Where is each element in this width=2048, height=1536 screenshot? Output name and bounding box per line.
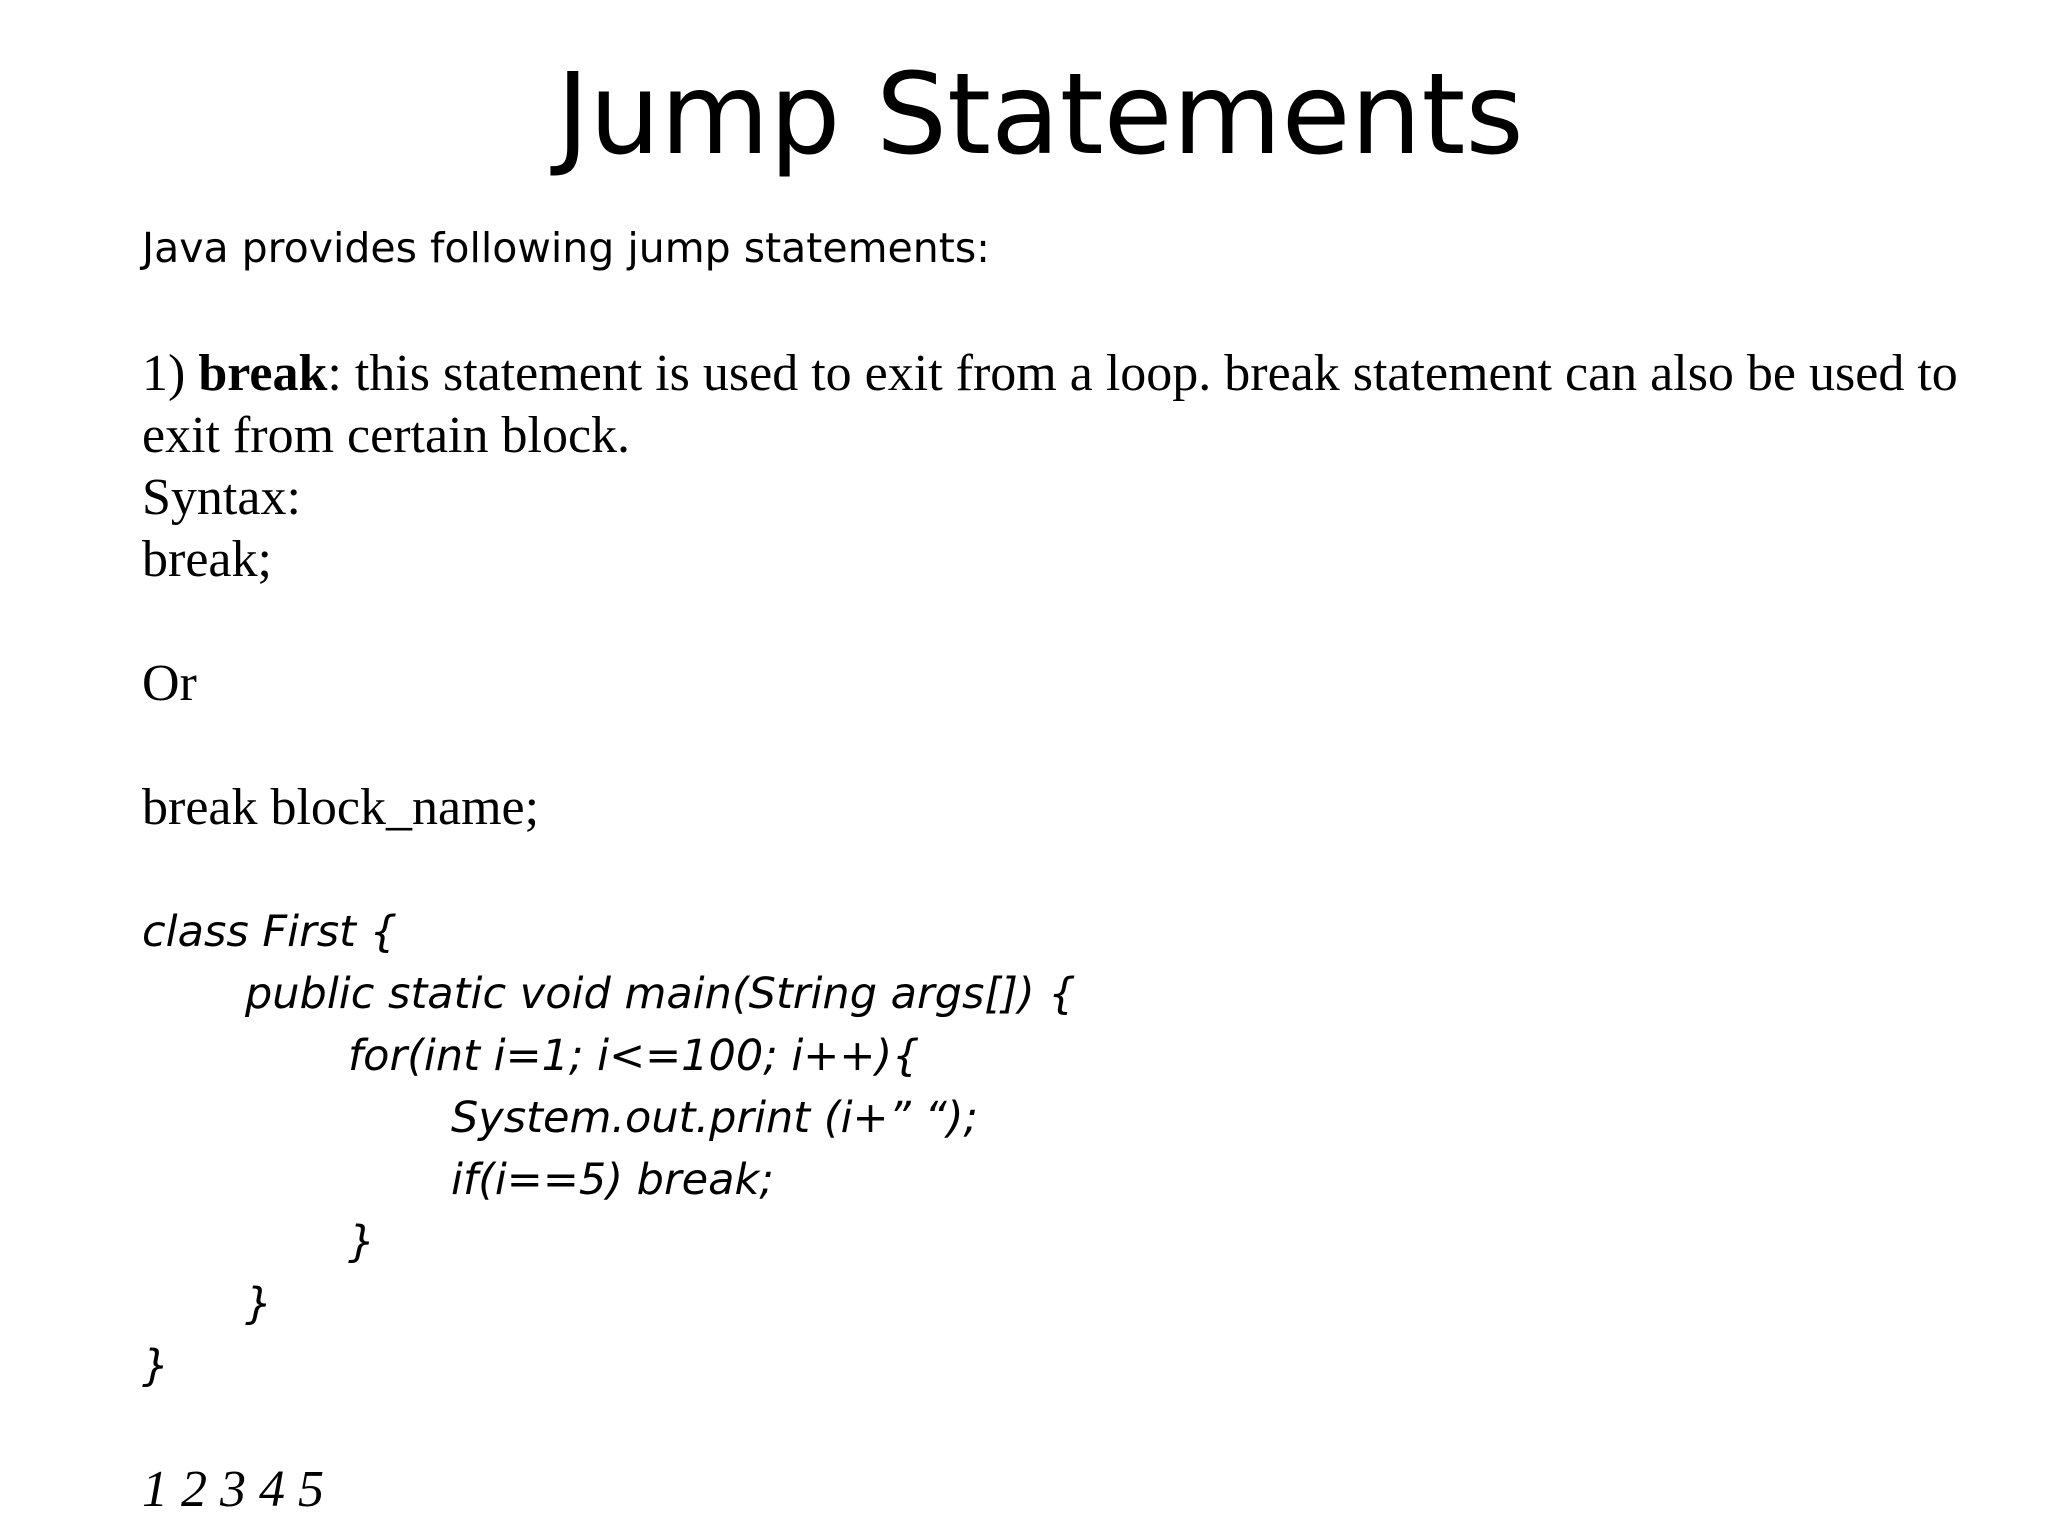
- syntax-label: Syntax:: [142, 469, 301, 526]
- syntax-form-break: break;: [142, 531, 272, 588]
- code-line: for(int i=1; i<=100; i++){: [348, 1031, 920, 1081]
- code-line: if(i==5) break;: [451, 1155, 774, 1205]
- code-line: class First {: [142, 907, 398, 957]
- break-description: : this statement is used to exit from a loop. break statement can also be used to: [327, 345, 1958, 402]
- break-description-line-2: exit from certain block.: [142, 407, 631, 464]
- slide-title: Jump Statements: [556, 50, 1524, 180]
- code-line: }: [348, 1217, 376, 1267]
- syntax-form-break-block: break block_name;: [142, 779, 540, 836]
- intro-text: Java provides following jump statements:: [142, 224, 990, 272]
- code-line: }: [245, 1279, 273, 1329]
- code-line: public static void main(String args[]) {: [245, 969, 1076, 1019]
- break-description-line-1: [142, 343, 1958, 405]
- or-label: Or: [142, 655, 197, 712]
- program-output: 1 2 3 4 5: [142, 1461, 324, 1518]
- item-number: 1): [142, 345, 186, 402]
- break-keyword: break: [198, 345, 328, 402]
- code-line: System.out.print (i+” “);: [451, 1093, 979, 1143]
- code-line: }: [142, 1341, 170, 1391]
